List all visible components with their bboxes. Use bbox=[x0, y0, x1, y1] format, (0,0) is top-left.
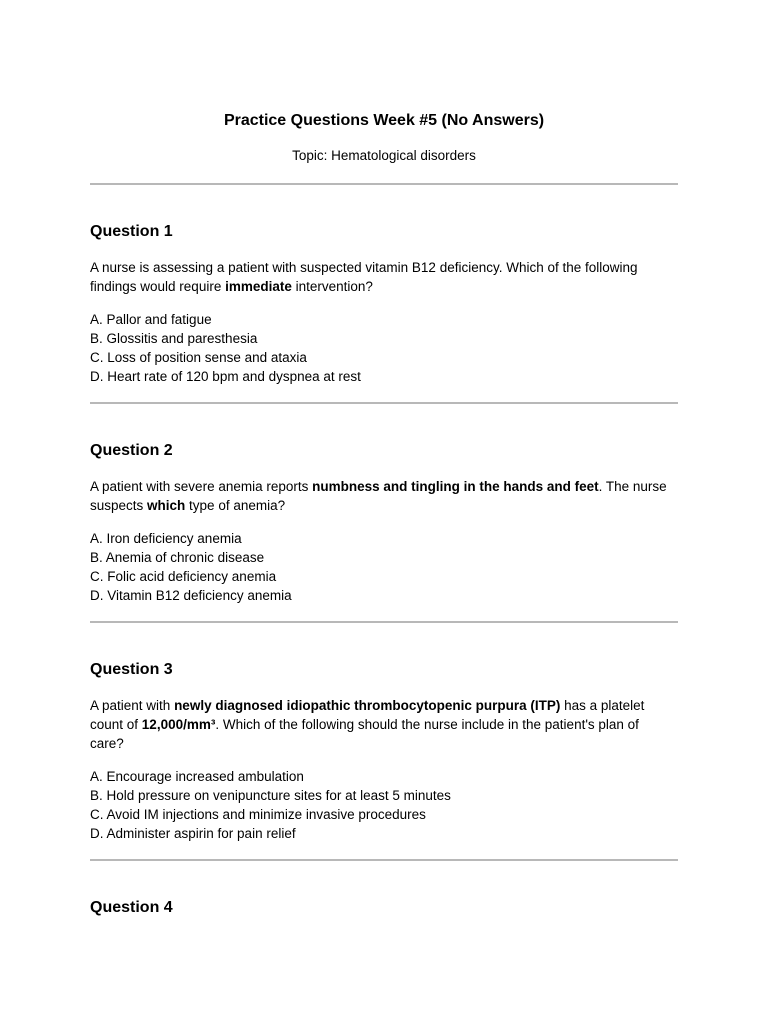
option-d: D. Administer aspirin for pain relief bbox=[90, 826, 296, 841]
option-b: B. Hold pressure on venipuncture sites for at least 5 minutes bbox=[90, 788, 451, 803]
question-2-stem-emphasis: which bbox=[147, 498, 186, 513]
option-a: A. Iron deficiency anemia bbox=[90, 531, 242, 546]
option-d: D. Heart rate of 120 bpm and dyspnea at rest bbox=[90, 369, 361, 384]
question-2-stem-part: A patient with severe anemia reports bbox=[90, 479, 313, 494]
question-2-stem-part: . The nurse suspects bbox=[90, 479, 667, 513]
question-1-stem-emphasis: immediate bbox=[225, 279, 292, 294]
question-3-stem-emphasis: newly diagnosed idiopathic thrombocytopenic purpura (ITP) bbox=[174, 698, 561, 713]
question-1-stem-part: intervention? bbox=[291, 279, 373, 294]
divider bbox=[90, 859, 678, 861]
option-c: C. Avoid IM injections and minimize invasive procedures bbox=[90, 807, 426, 822]
option-b: B. Glossitis and paresthesia bbox=[90, 331, 258, 346]
question-1-heading: Question 1 bbox=[90, 223, 173, 240]
option-b: B. Anemia of chronic disease bbox=[90, 550, 265, 565]
question-3-heading: Question 3 bbox=[90, 661, 173, 678]
question-2-stem-emphasis: numbness and tingling in the hands and feet bbox=[312, 479, 599, 494]
divider bbox=[90, 621, 678, 623]
option-a: A. Pallor and fatigue bbox=[90, 312, 212, 327]
question-2-heading: Question 2 bbox=[90, 442, 173, 459]
option-d: D. Vitamin B12 deficiency anemia bbox=[90, 588, 292, 603]
question-3-stem-part: has a platelet count of bbox=[90, 698, 645, 732]
question-3-stem-emphasis: 12,000/mm³ bbox=[141, 717, 216, 732]
option-c: C. Loss of position sense and ataxia bbox=[90, 350, 307, 365]
question-3-stem-part: A patient with bbox=[90, 698, 175, 713]
question-4-heading: Question 4 bbox=[90, 899, 173, 916]
option-a: A. Encourage increased ambulation bbox=[90, 769, 304, 784]
question-2-stem bbox=[90, 477, 670, 515]
document-title: Practice Questions Week #5 (No Answers) bbox=[223, 112, 545, 129]
divider bbox=[90, 402, 678, 404]
question-3-stem-part: . Which of the following should the nurse include in the patient's plan of care? bbox=[90, 717, 639, 751]
question-2-options bbox=[90, 529, 670, 605]
question-3-options bbox=[90, 767, 670, 843]
question-1-stem bbox=[90, 258, 670, 296]
question-1-options bbox=[90, 310, 670, 386]
document-topic: Topic: Hematological disorders bbox=[292, 148, 476, 163]
option-c: C. Folic acid deficiency anemia bbox=[90, 569, 277, 584]
question-1-stem-part: A nurse is assessing a patient with suspected vitamin B12 deficiency. Which of the following findings would require bbox=[90, 260, 638, 294]
question-3-stem bbox=[90, 696, 670, 753]
question-2-stem-part: type of anemia? bbox=[185, 498, 286, 513]
divider bbox=[90, 183, 678, 185]
